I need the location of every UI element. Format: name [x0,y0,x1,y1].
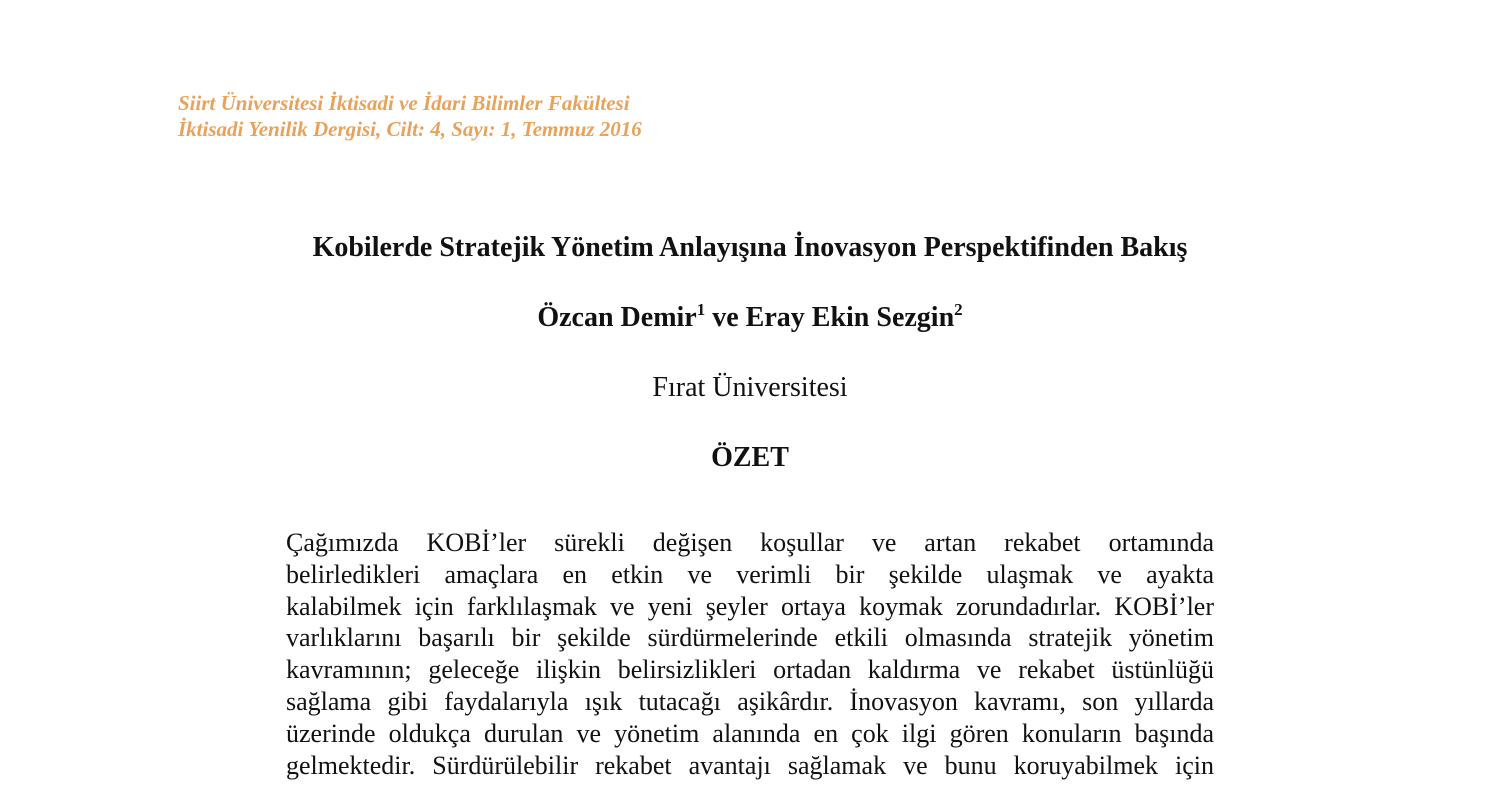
author-2-name: Eray Ekin Sezgin [745,302,955,333]
affiliation: Fırat Üniversitesi [652,372,848,403]
abstract-line: kalabilmek için farklılaşmak ve yeni şeyler ortaya koymak zorundadırlar. KOBİ’ler [286,591,1214,621]
abstract-line: varlıklarını başarılı bir şekilde sürdürmelerinde etkili olmasında stratejik yönetim [286,623,1214,653]
abstract-line: belirledikleri amaçlara en etkin ve verimli bir şekilde ulaşmak ve ayakta [286,559,1214,589]
author-1-footnote-mark: 1 [696,300,706,319]
abstract-line: üzerinde oldukça durulan ve yönetim alanında en çok ilgi gören konuların başında [286,718,1214,748]
abstract-heading: ÖZET [711,442,789,473]
journal-header [178,90,642,142]
journal-header-line-1: Siirt Üniversitesi İktisadi ve İdari Bilimler Fakültesi [178,91,630,115]
author-connector: ve [705,302,746,333]
abstract-line: sağlama gibi faydalarıyla ışık tutacağı aşikârdır. İnovasyon kavramı, son yıllarda [286,686,1214,716]
author-1-name: Özcan Demir [537,302,697,333]
paper-title: Kobilerde Stratejik Yönetim Anlayışına İnovasyon Perspektifinden Bakış [312,232,1188,263]
author-2-footnote-mark: 2 [954,300,963,319]
abstract-body [286,527,1214,781]
author-line [0,300,1500,336]
journal-header-line-2: İktisadi Yenilik Dergisi, Cilt: 4, Sayı: 1, Temmuz 2016 [178,117,642,141]
abstract-line: kavramının; geleceğe ilişkin belirsizlikleri ortadan kaldırma ve rekabet üstünlüğü [286,655,1214,685]
abstract-line: Çağımızda KOBİ’ler sürekli değişen koşullar ve artan rekabet ortamında [286,528,1214,557]
abstract-line: gelmektedir. Sürdürülebilir rekabet avantajı sağlamak ve bunu koruyabilmek için [286,750,1214,780]
